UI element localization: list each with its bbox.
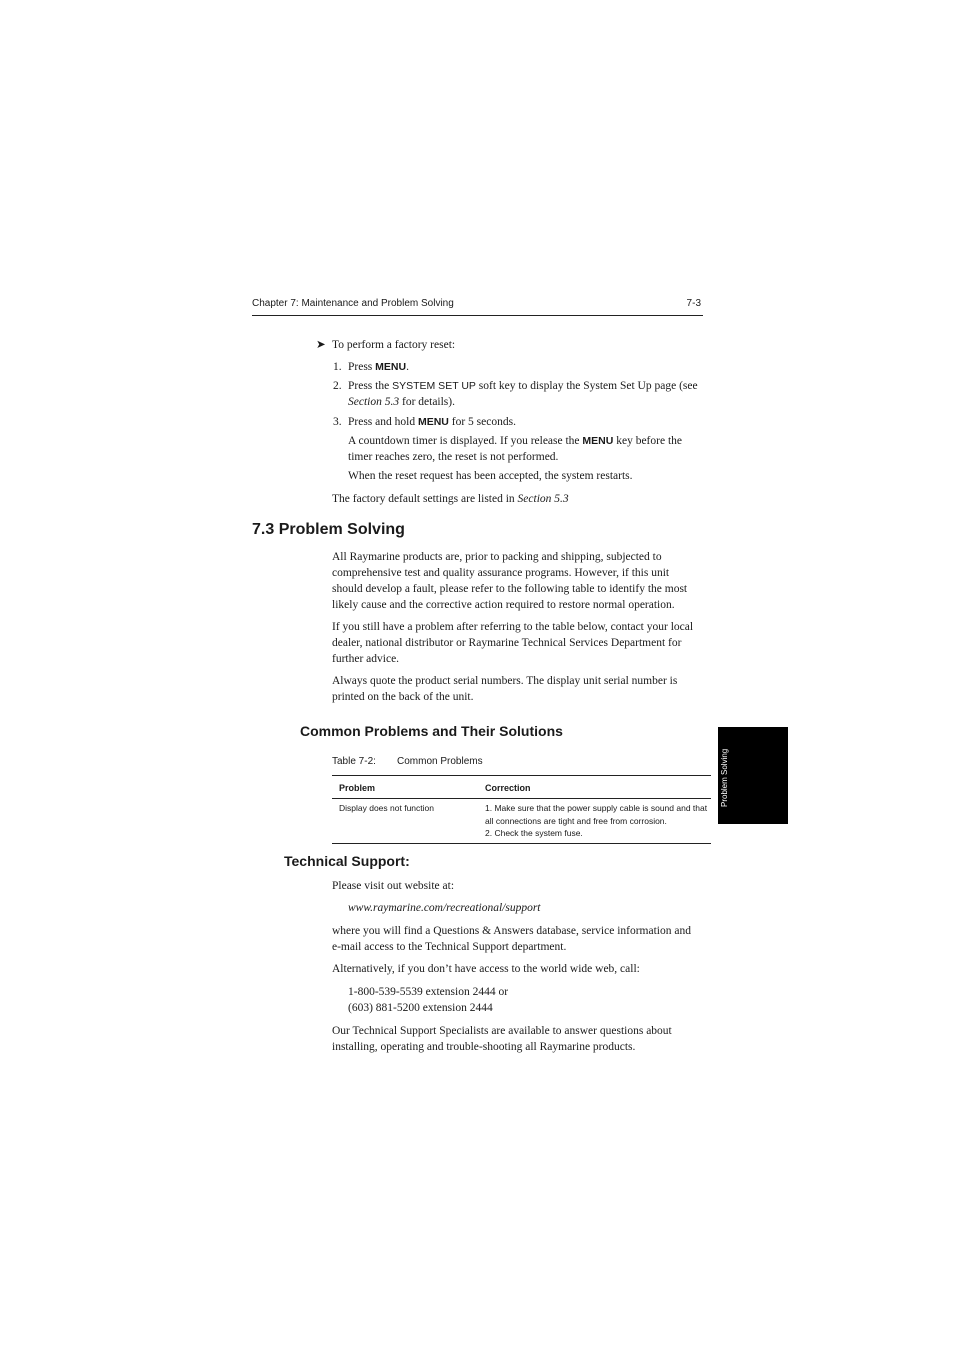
intro-paragraph: All Raymarine products are, prior to packing and shipping, subjected to comprehensive test and quality assurance programs. However, if this unit should develop a fault, please refer to the following table to identify the most likely cause and the corrective action required to restore normal operation.	[332, 551, 688, 611]
table-rule-header	[332, 798, 711, 799]
step-2: Press the SYSTEM SET UP soft key to display the System Set Up page (see Section 5.3 for details).	[348, 380, 698, 408]
menu-key: MENU	[375, 361, 407, 373]
support-description: where you will find a Questions & Answers database, service information and e-mail access to the Technical Support department.	[332, 925, 691, 953]
chapter-thumb-tab	[718, 727, 788, 824]
table-label: Table 7-2:	[332, 756, 376, 767]
thumb-tab-label: Problem Solving	[720, 748, 729, 807]
step-3: Press and hold MENU for 5 seconds.	[348, 416, 516, 428]
menu-key: MENU	[417, 416, 449, 428]
procedure-marker	[316, 337, 326, 353]
arrow-icon: ➤	[316, 339, 326, 351]
step-3-note-countdown: A countdown timer is displayed. If you release the MENU key before the timer reaches zero, the reset is not performed.	[348, 435, 682, 463]
step-2-number: 2.	[333, 380, 342, 392]
phone-number-1: 1-800-539-5539 extension 2444 or	[348, 986, 509, 998]
procedure-intro: To perform a factory reset:	[332, 339, 456, 351]
closing-paragraph: Our Technical Support Specialists are available to answer questions about installing, operating and trouble-shooting all Raymarine products.	[332, 1025, 672, 1053]
section-reference: Section 5.3	[517, 493, 569, 505]
step-3-note-restart: When the reset request has been accepted, the system restarts.	[348, 470, 633, 482]
page-number: 7-3	[686, 298, 701, 309]
contact-paragraph: If you still have a problem after referring to the table below, contact your local dealer, national distributor or Raymarine Technical Services Department for further advice.	[332, 621, 694, 665]
column-header-problem: Problem	[339, 783, 376, 793]
step-1-number: 1.	[333, 361, 342, 373]
section-heading: 7.3 Problem Solving	[252, 521, 405, 538]
phone-number-2: (603) 881-5200 extension 2444	[348, 1002, 493, 1014]
visit-website-text: Please visit out website at:	[332, 880, 455, 892]
serial-paragraph: Always quote the product serial numbers. The display unit serial number is printed on the back of the unit.	[332, 675, 678, 703]
table-cell-problem: Display does not function	[339, 803, 434, 813]
subsection-heading: Technical Support:	[284, 853, 410, 869]
table-rule-bottom	[332, 843, 711, 844]
menu-key: MENU	[582, 435, 614, 447]
chapter-title: Chapter 7: Maintenance and Problem Solving	[252, 298, 454, 309]
phone-intro: Alternatively, if you don’t have access to the world wide web, call:	[332, 963, 640, 975]
table-title: Common Problems	[397, 756, 483, 767]
support-url[interactable]: www.raymarine.com/recreational/support	[348, 902, 541, 914]
subsection-heading: Common Problems and Their Solutions	[300, 723, 563, 739]
table-cell-correction: 1. Make sure that the power supply cable is sound and that all connections are tight and free from corrosion. 2. Check the system fuse.	[485, 803, 708, 838]
column-header-correction: Correction	[485, 783, 531, 793]
section-reference: Section 5.3	[348, 396, 400, 408]
system-set-up-softkey: SYSTEM SET UP	[392, 380, 476, 392]
table-rule-top	[332, 775, 711, 776]
step-3-number: 3.	[333, 416, 342, 428]
running-header	[252, 297, 703, 316]
factory-defaults-note: The factory default settings are listed in Section 5.3	[332, 493, 569, 505]
step-1: Press MENU.	[348, 361, 409, 373]
